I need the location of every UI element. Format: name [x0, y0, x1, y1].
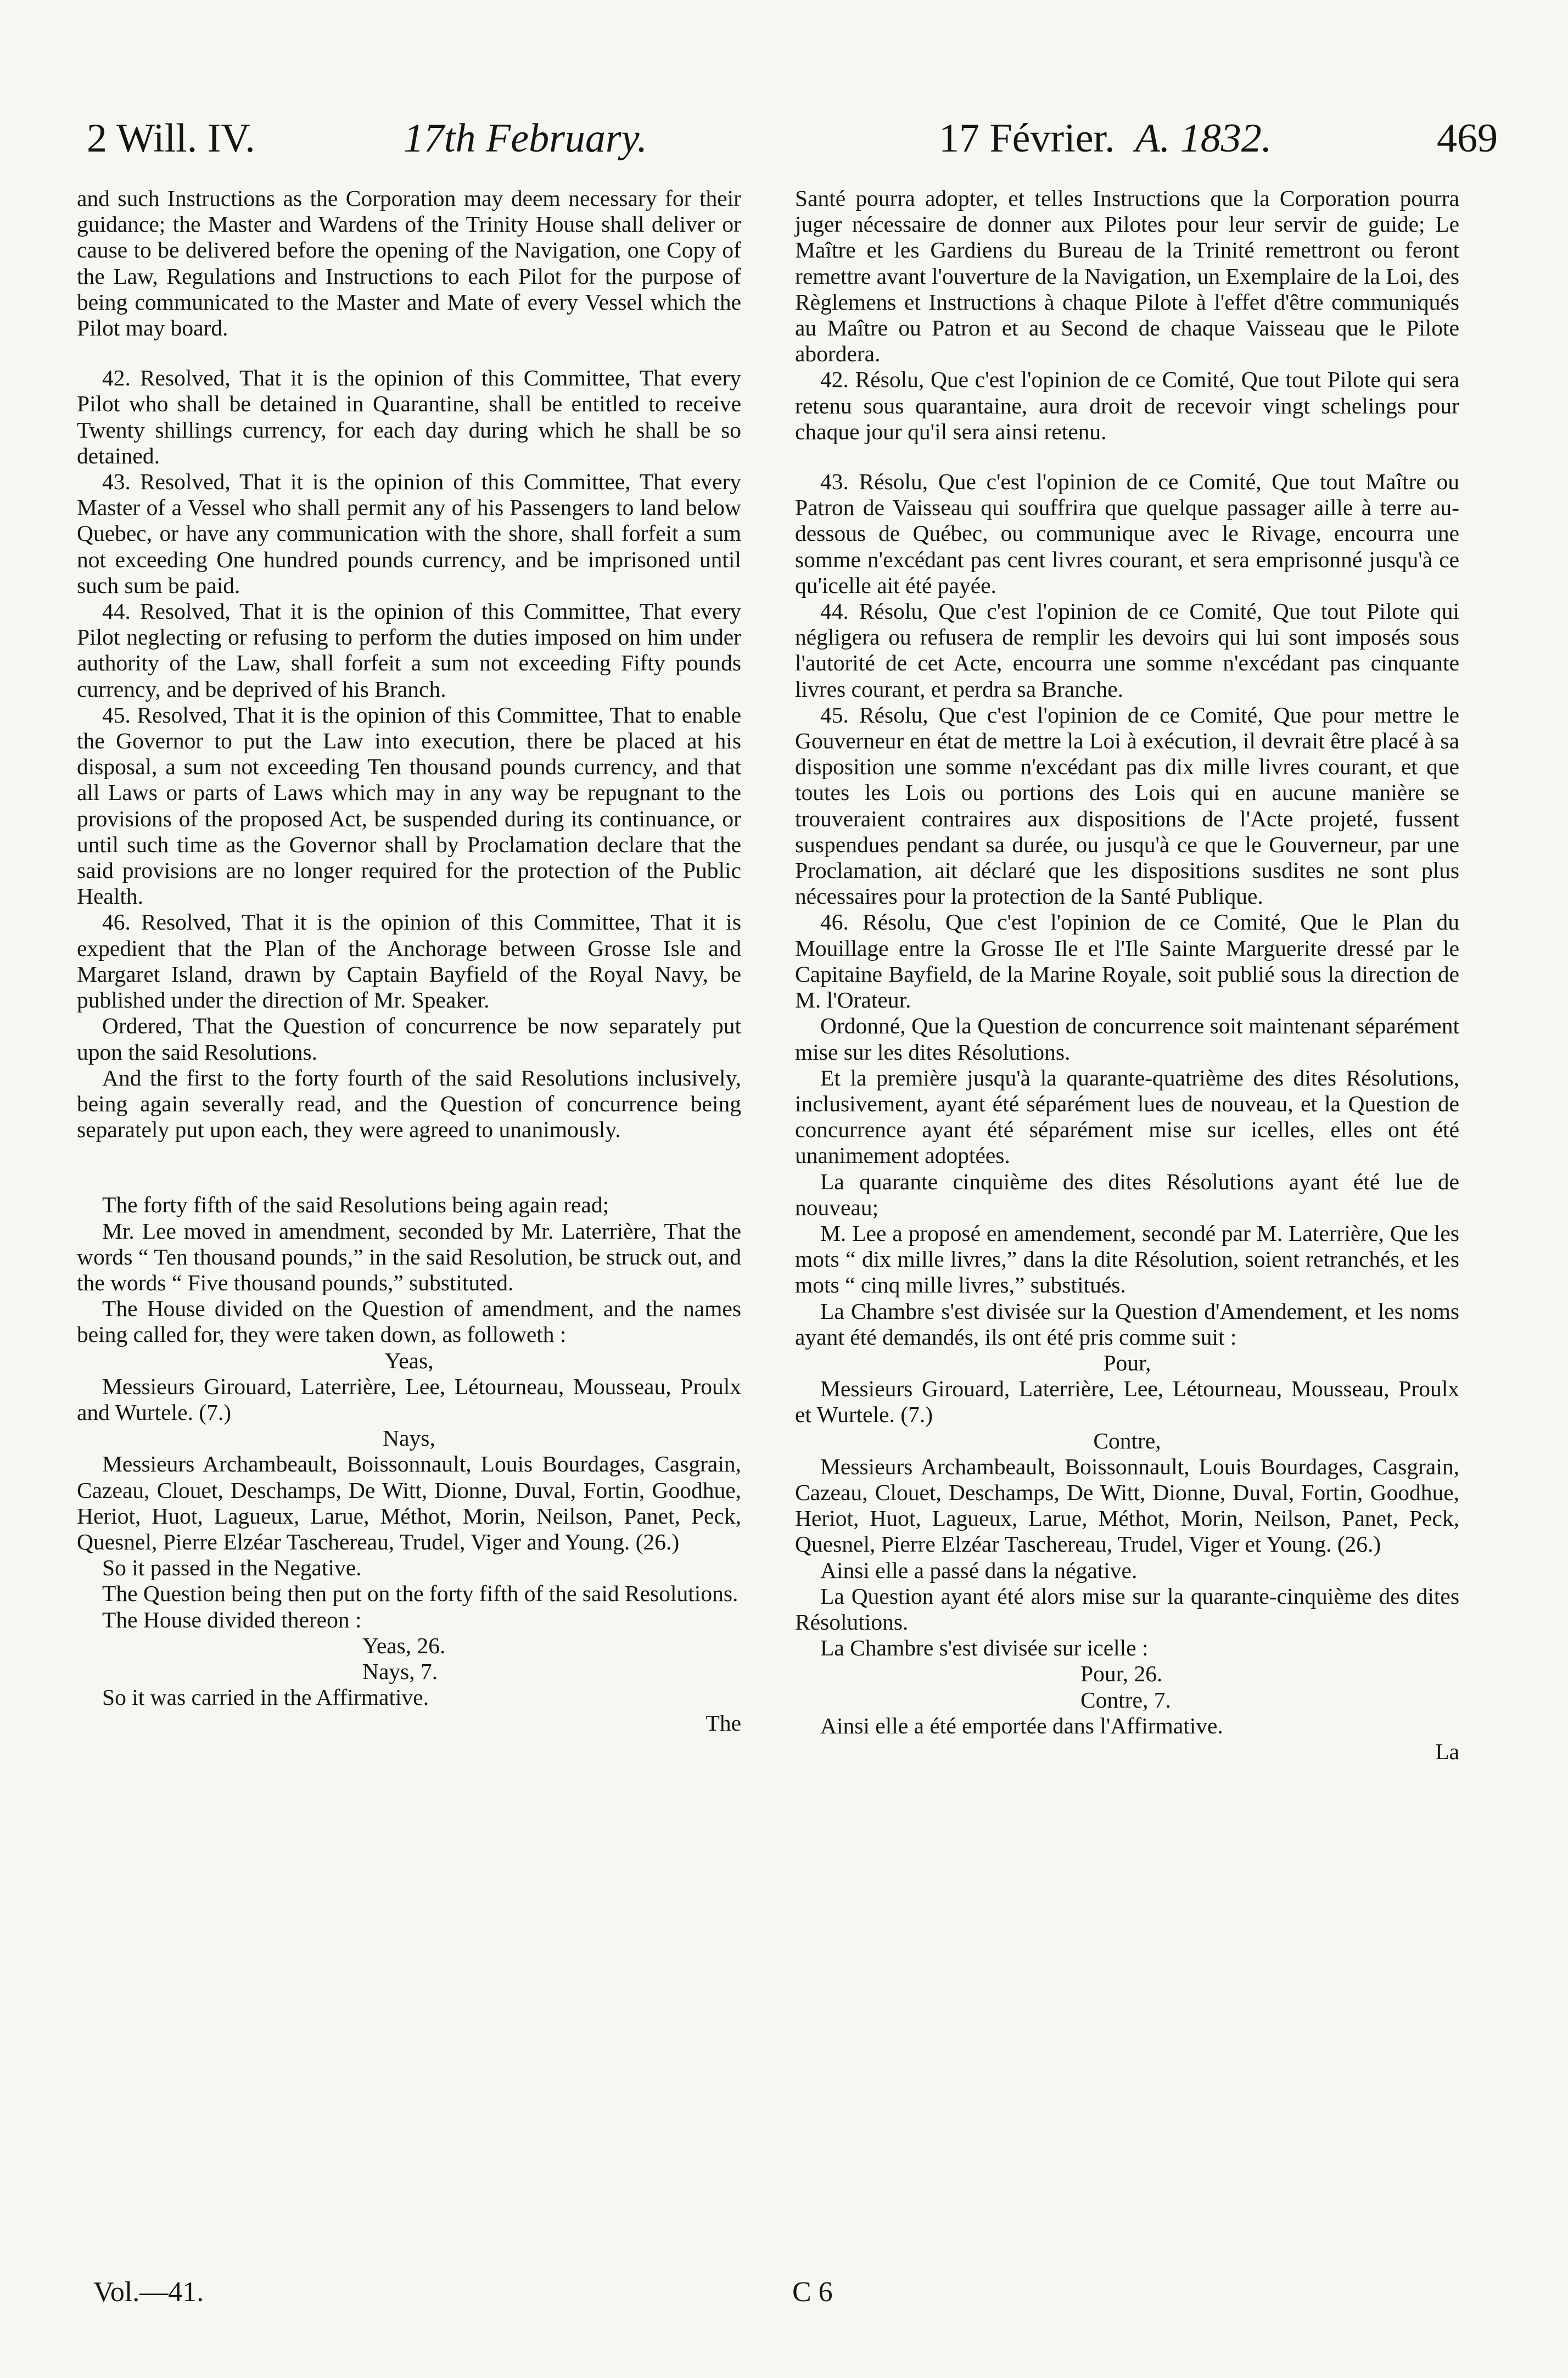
paragraph: 45. Résolu, Que c'est l'opinion de ce Comité, Que pour mettre le Gouverneur en état de mettre la Loi à exécution, il devrait être placé à sa disposition une somme n'excédant pas dix mille livres courant, et que toutes les Lois ou portions des Lois qui en aucune manière se trouveraient contraires aux dispositions de l'Acte projeté, fussent suspendues pendant sa durée, ou jusqu'à ce que le Gouverneur, par une Proclamation, ait déclaré que les dispositions susdites ne sont plus nécessaires pour la protection de la Santé Publique. — [795, 702, 1459, 909]
paragraph: Santé pourra adopter, et telles Instructions que la Corporation pourra juger nécessaire de donner aux Pilotes pour leur servir de guide; Le Maître et les Gardiens du Bureau de la Trinité remettront ou feront remettre avant l'ouverture de la Navigation, un Exemplaire de la Loi, des Règlemens et Instructions à chaque Pilote à l'effet d'être communiqués au Maître ou Patron et au Second de chaque Vaisseau que le Pilote abordera. — [795, 186, 1459, 367]
vote-heading: Contre, — [1093, 1428, 1161, 1453]
paragraph: Ordonné, Que la Question de concurrence soit maintenant séparément mise sur les dites Résolutions. — [795, 1013, 1459, 1065]
vote-names: Messieurs Archambeault, Boissonnault, Louis Bourdages, Casgrain, Cazeau, Clouet, Deschamps, De Witt, Dionne, Duval, Fortin, Goodhue, Heriot, Huot, Lagueux, Larue, Méthot, Morin, Neilson, Panet, Peck, Quesnel, Pierre Elzéar Taschereau, Trudel, Viger and Young. (26.) — [77, 1451, 741, 1554]
regnal-year: 2 Will. IV. — [87, 116, 255, 161]
date-french-year: A. 1832. — [1135, 116, 1272, 161]
paragraph: 42. Resolved, That it is the opinion of this Committee, That every Pilot who shall be detained in Quarantine, shall be entitled to receive Twenty shillings currency, for each day during which he shall be so detained. — [77, 365, 741, 468]
vote-names: Messieurs Girouard, Laterrière, Lee, Létourneau, Mousseau, Proulx et Wurtele. (7.) — [795, 1376, 1459, 1428]
vote-names: Messieurs Archambeault, Boissonnault, Louis Bourdages, Casgrain, Cazeau, Clouet, Deschamps, De Witt, Dionne, Duval, Fortin, Goodhue, Heriot, Huot, Lagueux, Larue, Méthot, Morin, Neilson, Panet, Peck, Quesnel, Pierre Elzéar Taschereau, Trudel, Viger et Young. (26.) — [795, 1453, 1459, 1557]
signature-mark: C 6 — [792, 2276, 833, 2308]
paragraph: La Question ayant été alors mise sur la quarante-cinquième des dites Résolutions. — [795, 1583, 1459, 1635]
paragraph: Mr. Lee moved in amendment, seconded by Mr. Laterrière, That the words “ Ten thousand pounds,” in the said Resolution, be struck out, and the words “ Five thousand pounds,” substituted. — [77, 1218, 741, 1295]
paragraph: and such Instructions as the Corporation may deem necessary for their guidance; the Master and Wardens of the Trinity House shall deliver or cause to be delivered before the opening of the Navigation, one Copy of the Law, Regulations and Instructions to each Pilot for the purpose of being communicated to the Master and Mate of every Vessel which the Pilot may board. — [77, 186, 741, 341]
vote-tally: Contre, 7. — [1080, 1687, 1171, 1713]
date-french-day: 17 Février. — [939, 116, 1115, 161]
paragraph: So it was carried in the Affirmative. — [102, 1685, 429, 1710]
paragraph: The forty fifth of the said Resolutions being again read; — [102, 1192, 609, 1218]
paragraph: So it passed in the Negative. — [102, 1555, 362, 1581]
vote-names: Messieurs Girouard, Laterrière, Lee, Létourneau, Mousseau, Proulx and Wurtele. (7.) — [77, 1373, 741, 1425]
paragraph: The House divided on the Question of amendment, and the names being called for, they were taken down, as followeth : — [77, 1296, 741, 1347]
paragraph: And the first to the forty fourth of the said Resolutions inclusively, being again severally read, and the Question of concurrence being separately put upon each, they were agreed to unanimously. — [77, 1065, 741, 1143]
paragraph: 44. Resolved, That it is the opinion of this Committee, That every Pilot neglecting or refusing to perform the duties imposed on him under authority of the Law, shall forfeit a sum not exceeding Fifty pounds currency, and be deprived of his Branch. — [77, 598, 741, 702]
paragraph: The House divided thereon : — [102, 1607, 362, 1632]
paragraph: Ainsi elle a été emportée dans l'Affirmative. — [820, 1713, 1223, 1738]
paragraph: Ordered, That the Question of concurrence be now separately put upon the said Resolutions. — [77, 1013, 741, 1065]
english-column — [77, 186, 741, 1737]
vote-tally: Nays, 7. — [362, 1658, 438, 1684]
paragraph: 46. Resolved, That it is the opinion of this Committee, That it is expedient that the Plan of the Anchorage between Grosse Isle and Margaret Island, drawn by Captain Bayfield of the Royal Navy, be published under the direction of Mr. Speaker. — [77, 909, 741, 1013]
paragraph: 43. Résolu, Que c'est l'opinion de ce Comité, Que tout Maître ou Patron de Vaisseau qui souffrira que quelque passager aille à terre au-dessous de Québec, ou communique avec le Rivage, encourra une somme n'excédant pas cent livres courant, et sera emprisonné jusqu'à ce qu'icelle ait été payée. — [795, 469, 1459, 598]
paragraph: The Question being then put on the forty fifth of the said Resolutions. — [102, 1581, 738, 1607]
vote-tally: Pour, 26. — [1080, 1661, 1163, 1687]
paragraph: Et la première jusqu'à la quarante-quatrième des dites Résolutions, inclusivement, ayant été séparément lues de nouveau, et la Question de concurrence ayant été séparément mise sur icelles, elles ont été unanimement adoptées. — [795, 1065, 1459, 1168]
catchword: La — [1435, 1738, 1459, 1764]
date-english: 17th February. — [404, 116, 647, 161]
page-number: 469 — [1437, 116, 1498, 161]
french-column — [795, 186, 1459, 1765]
vote-heading: Pour, — [1103, 1350, 1151, 1375]
paragraph: 46. Résolu, Que c'est l'opinion de ce Comité, Que le Plan du Mouillage entre la Grosse Ile et l'Ile Sainte Marguerite dressé par le Capitaine Bayfield, de la Marine Royale, soit publié sous la direction de M. l'Orateur. — [795, 909, 1459, 1013]
vote-heading: Nays, — [383, 1425, 435, 1451]
paragraph: La Chambre s'est divisée sur la Question d'Amendement, et les noms ayant été demandés, ils ont été pris comme suit : — [795, 1298, 1459, 1350]
page-header — [82, 113, 1499, 165]
date-french — [939, 113, 1272, 165]
paragraph: 42. Résolu, Que c'est l'opinion de ce Comité, Que tout Pilote qui sera retenu sous quarantaine, aura droit de recevoir vingt schelings pour chaque jour qu'il sera ainsi retenu. — [795, 367, 1459, 444]
paragraph: Ainsi elle a passé dans la négative. — [820, 1557, 1138, 1583]
paragraph: 45. Resolved, That it is the opinion of this Committee, That to enable the Governor to put the Law into execution, there be placed at his disposal, a sum not exceeding Ten thousand pounds currency, and that all Laws or parts of Laws which may in any way be repugnant to the provisions of the proposed Act, be suspended during its continuance, or until such time as the Governor shall by Proclamation declare that the said provisions are no longer required for the protection of the Public Health. — [77, 702, 741, 909]
paragraph: La quarante cinquième des dites Résolutions ayant été lue de nouveau; — [795, 1168, 1459, 1220]
paragraph: 44. Résolu, Que c'est l'opinion de ce Comité, Que tout Pilote qui négligera ou refusera de remplir les devoirs qui lui sont imposés sous l'autorité de cet Acte, encourra une somme n'excédant pas cinquante livres courant, et perdra sa Branche. — [795, 598, 1459, 702]
vote-tally: Yeas, 26. — [362, 1632, 446, 1658]
volume-mark: Vol.—41. — [93, 2276, 204, 2308]
paragraph: La Chambre s'est divisée sur icelle : — [820, 1635, 1149, 1661]
catchword: The — [705, 1710, 741, 1736]
vote-heading: Yeas, — [384, 1347, 434, 1373]
page-footer — [93, 2273, 1510, 2312]
paragraph: M. Lee a proposé en amendement, secondé par M. Laterrière, Que les mots “ dix mille livres,” dans la dite Résolution, soient retranchés, et les mots “ cinq mille livres,” substitués. — [795, 1220, 1459, 1298]
paragraph: 43. Resolved, That it is the opinion of this Committee, That every Master of a Vessel who shall permit any of his Passengers to land below Quebec, or have any communication with the shore, shall forfeit a sum not exceeding One hundred pounds currency, and be imprisoned until such sum be paid. — [77, 469, 741, 598]
